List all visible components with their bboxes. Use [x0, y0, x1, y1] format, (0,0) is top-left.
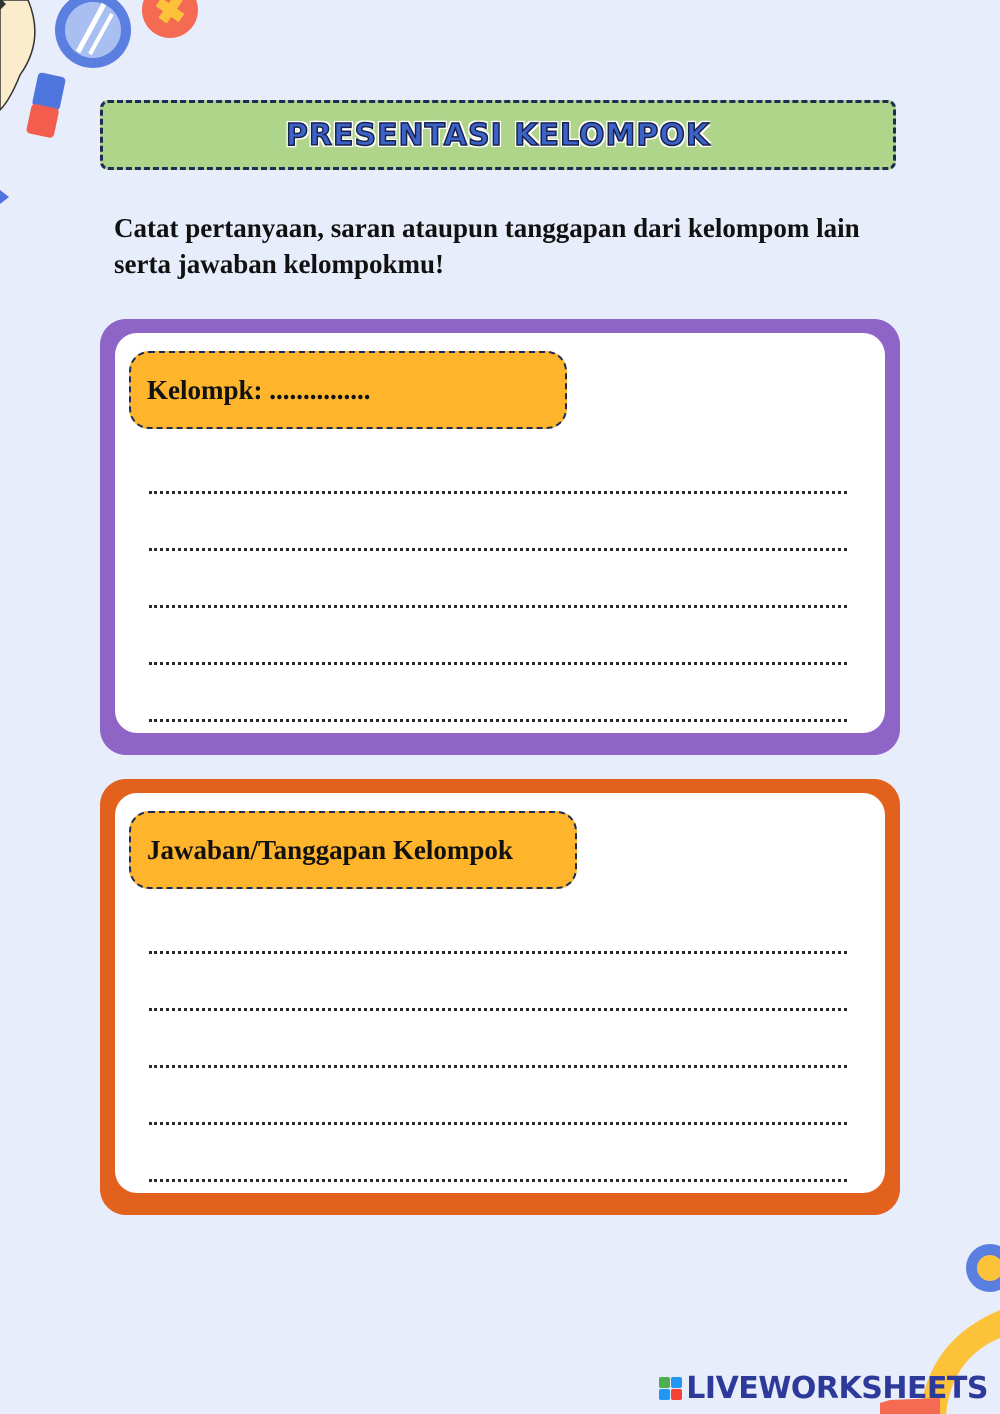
- group-question-card-body: [115, 333, 885, 733]
- response-label: Jawaban/Tanggapan Kelompok: [129, 811, 577, 889]
- writing-line[interactable]: [149, 571, 847, 628]
- writing-line[interactable]: [149, 1088, 847, 1145]
- writing-line[interactable]: [149, 1031, 847, 1088]
- response-lines: [149, 917, 847, 1202]
- page-title: PRESENTASI KELOMPOK: [285, 117, 711, 153]
- writing-line[interactable]: [149, 917, 847, 974]
- writing-line[interactable]: [149, 457, 847, 514]
- title-banner: [100, 100, 896, 170]
- writing-line[interactable]: [149, 974, 847, 1031]
- eraser-icon: [26, 72, 66, 138]
- paper-sheet-shape: [0, 0, 35, 110]
- group-name-label: Kelompk: ...............: [129, 351, 567, 429]
- writing-line[interactable]: [149, 628, 847, 685]
- group-response-card-body: [115, 793, 885, 1193]
- writing-line[interactable]: [149, 685, 847, 742]
- pencil-tip-icon: [0, 190, 9, 204]
- watermark-text: LIVEWORKSHEETS: [686, 1371, 988, 1406]
- liveworksheets-watermark: [659, 1371, 988, 1406]
- group-question-card: [100, 319, 900, 755]
- writing-line[interactable]: [149, 1145, 847, 1202]
- instruction-text: Catat pertanyaan, saran ataupun tanggapan dari kelompom lain serta jawaban kelompokmu!: [114, 213, 860, 279]
- group-response-card: [100, 779, 900, 1215]
- question-answer-lines: [149, 457, 847, 742]
- liveworksheets-logo-icon: [659, 1377, 682, 1400]
- writing-line[interactable]: [149, 514, 847, 571]
